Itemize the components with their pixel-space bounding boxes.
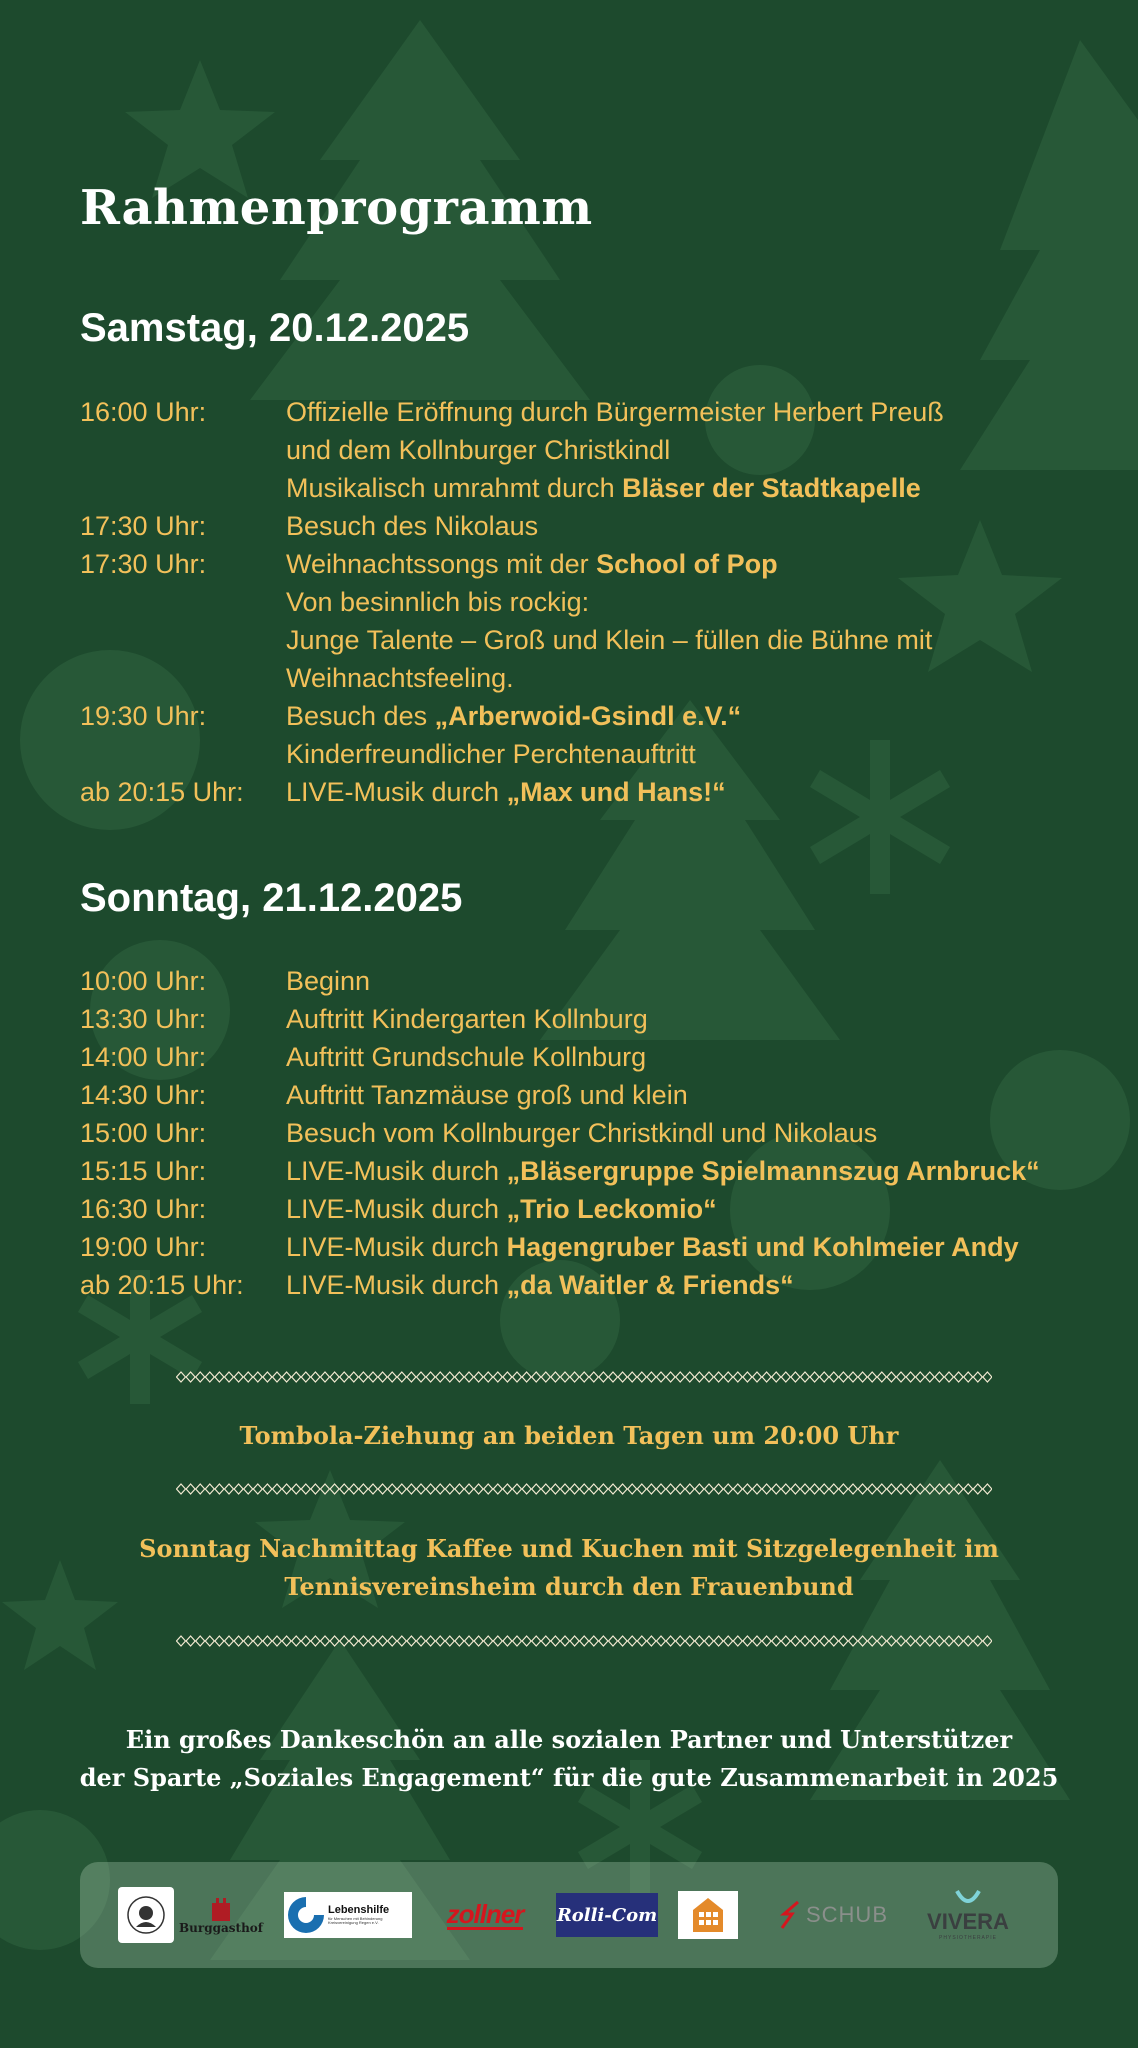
schedule-description [286, 393, 944, 431]
schedule-row [80, 659, 1080, 697]
schedule-row [80, 1190, 1080, 1228]
schedule-row [80, 1228, 1080, 1266]
schedule-text: Weihnachtsfeeling. [286, 663, 514, 693]
schedule-highlight: „Trio Leckomio“ [506, 1194, 717, 1224]
schub-icon [778, 1900, 802, 1930]
schedule-highlight: „Max und Hans!“ [506, 777, 726, 807]
schedule-time: 17:30 Uhr: [80, 511, 207, 541]
schedule-description [286, 583, 589, 621]
schub-text: SCHUB [805, 1902, 888, 1927]
lebenshilfe-logo [284, 1892, 412, 1938]
schedule-description [286, 469, 921, 507]
schedule-time [80, 583, 286, 621]
schub-logo [760, 1890, 906, 1940]
schedule-time [80, 469, 286, 507]
schedule-description [286, 507, 538, 545]
schedule-time [80, 431, 286, 469]
schedule-time: 19:30 Uhr: [80, 701, 207, 731]
schedule-description [286, 659, 514, 697]
schedule-text: Auftritt Grundschule Kollnburg [286, 1042, 647, 1072]
schedule-time [80, 735, 286, 773]
vivera-logo [918, 1882, 1018, 1948]
schedule-description [286, 735, 696, 773]
schedule-time: 13:30 Uhr: [80, 1004, 207, 1034]
schedule-row [80, 469, 1080, 507]
lebenshilfe-subtext: für Menschen mit Behinderung Kreisvereinigung Regen e.V. [328, 1915, 383, 1925]
schedule-text: Beginn [286, 966, 371, 996]
schedule-text: Besuch des Nikolaus [286, 511, 539, 541]
schedule-time: 14:30 Uhr: [80, 1080, 207, 1110]
schedule-description [286, 1000, 648, 1038]
schedule-highlight: „da Waitler & Friends“ [506, 1270, 794, 1300]
schedule-row [80, 1152, 1080, 1190]
schedule-description [286, 1266, 794, 1304]
schedule-text: Besuch vom Kollnburger Christkindl und Nikolaus [286, 1118, 878, 1148]
schedule-row [80, 1038, 1080, 1076]
schedule-description [286, 1076, 688, 1114]
schedule-time: 19:00 Uhr: [80, 1232, 207, 1262]
schedule-text: Offizielle Eröffnung durch Bürgermeister Herbert Preuß [286, 397, 944, 427]
schedule-text: LIVE-Musik durch [286, 777, 507, 807]
schedule-description [286, 1038, 646, 1076]
diamond-divider [176, 1634, 992, 1648]
house-logo [678, 1891, 738, 1939]
schedule-text: LIVE-Musik durch [286, 1232, 507, 1262]
schedule-highlight: School of Pop [596, 549, 778, 579]
schedule-text: Musikalisch umrahmt durch [286, 473, 623, 503]
schedule-row [80, 962, 1080, 1000]
seal-logo [118, 1887, 174, 1943]
tombola-notice: Tombola-Ziehung an beiden Tagen um 20:00 Uhr [239, 1421, 899, 1450]
schedule-time [80, 621, 286, 659]
sponsor-logo-bar [80, 1862, 1058, 1968]
schedule-description [286, 1228, 1019, 1266]
schedule-text: und dem Kollnburger Christkindl [286, 435, 671, 465]
schedule-time: 17:30 Uhr: [80, 549, 207, 579]
vivera-text: VIVERA [927, 1909, 1009, 1934]
thanks-line2: der Sparte „Soziales Engagement“ für die gute Zusammenarbeit in 2025 [79, 1763, 1059, 1792]
schedule-time: 14:00 Uhr: [80, 1042, 207, 1072]
cafe-notice-line2: Tennisvereinsheim durch den Frauenbund [284, 1572, 854, 1601]
rolli-com-logo [556, 1893, 658, 1937]
sunday-heading: Sonntag, 21.12.2025 [80, 876, 463, 920]
diamond-divider [176, 1370, 992, 1384]
schedule-description [286, 431, 670, 469]
cafe-notice-line1: Sonntag Nachmittag Kaffee und Kuchen mit Sitzgelegenheit im [139, 1534, 999, 1563]
schedule-row [80, 393, 1080, 431]
zollner-logo [432, 1890, 538, 1940]
saturday-schedule [80, 393, 1080, 811]
schedule-text: Weihnachtssongs mit der [286, 549, 597, 579]
sunday-schedule [80, 962, 1080, 1304]
schedule-text: LIVE-Musik durch [286, 1194, 507, 1224]
zollner-text: zollner [446, 1898, 524, 1929]
schedule-text: Auftritt Tanzmäuse groß und klein [286, 1080, 688, 1110]
schedule-highlight: „Bläsergruppe Spielmannszug Arnbruck“ [506, 1156, 1040, 1186]
schedule-row [80, 507, 1080, 545]
diamond-divider [176, 1482, 992, 1496]
schedule-time: 10:00 Uhr: [80, 966, 207, 996]
vivera-icon [953, 1889, 983, 1909]
schedule-text: Kinderfreundlicher Perchtenauftritt [286, 739, 696, 769]
saturday-heading: Samstag, 20.12.2025 [80, 306, 470, 350]
schedule-description [286, 962, 370, 1000]
schedule-time: 15:15 Uhr: [80, 1156, 207, 1186]
schedule-text: Besuch des [286, 701, 435, 731]
schedule-row [80, 545, 1080, 583]
schedule-description [286, 773, 726, 811]
schedule-text: LIVE-Musik durch [286, 1270, 507, 1300]
vivera-subtext: PHYSIOTHERAPIE [939, 1935, 997, 1941]
page-title: Rahmenprogramm [80, 180, 593, 236]
schedule-time: 16:00 Uhr: [80, 397, 207, 427]
schedule-row [80, 621, 1080, 659]
schedule-time: 15:00 Uhr: [80, 1118, 207, 1148]
schedule-text: LIVE-Musik durch [286, 1156, 507, 1186]
thanks-line1: Ein großes Dankeschön an alle sozialen Partner und Unterstützer [125, 1725, 1013, 1754]
schedule-highlight: „Arberwoid-Gsindl e.V.“ [434, 701, 742, 731]
lebenshilfe-text: Lebenshilfe [328, 1904, 390, 1917]
schedule-row [80, 583, 1080, 621]
lebenshilfe-icon [284, 1893, 328, 1937]
schedule-highlight: Hagengruber Basti und Kohlmeier Andy [506, 1232, 1019, 1262]
schedule-row [80, 431, 1080, 469]
schedule-highlight: Bläser der Stadtkapelle [622, 473, 921, 503]
schedule-description [286, 697, 741, 735]
schedule-row [80, 1266, 1080, 1304]
schedule-description [286, 1152, 1040, 1190]
schedule-row [80, 735, 1080, 773]
schedule-row [80, 697, 1080, 735]
schedule-description [286, 1114, 877, 1152]
rolli-com-text: Rolli-Com [556, 1904, 658, 1926]
schedule-row [80, 1076, 1080, 1114]
schedule-text: Junge Talente – Groß und Klein – füllen die Bühne mit [286, 625, 933, 655]
schedule-time: ab 20:15 Uhr: [80, 1270, 244, 1300]
schedule-time: 16:30 Uhr: [80, 1194, 207, 1224]
schedule-description [286, 1190, 717, 1228]
schedule-row [80, 1114, 1080, 1152]
schedule-row [80, 1000, 1080, 1038]
schedule-text: Von besinnlich bis rockig: [286, 587, 590, 617]
schedule-description [286, 545, 778, 583]
burggasthof-logo [179, 1890, 263, 1940]
schedule-text: Auftritt Kindergarten Kollnburg [286, 1004, 648, 1034]
schedule-row [80, 773, 1080, 811]
schedule-time: ab 20:15 Uhr: [80, 777, 244, 807]
burggasthof-text: Burggasthof [179, 1921, 263, 1935]
schedule-time [80, 659, 286, 697]
schedule-description [286, 621, 932, 659]
